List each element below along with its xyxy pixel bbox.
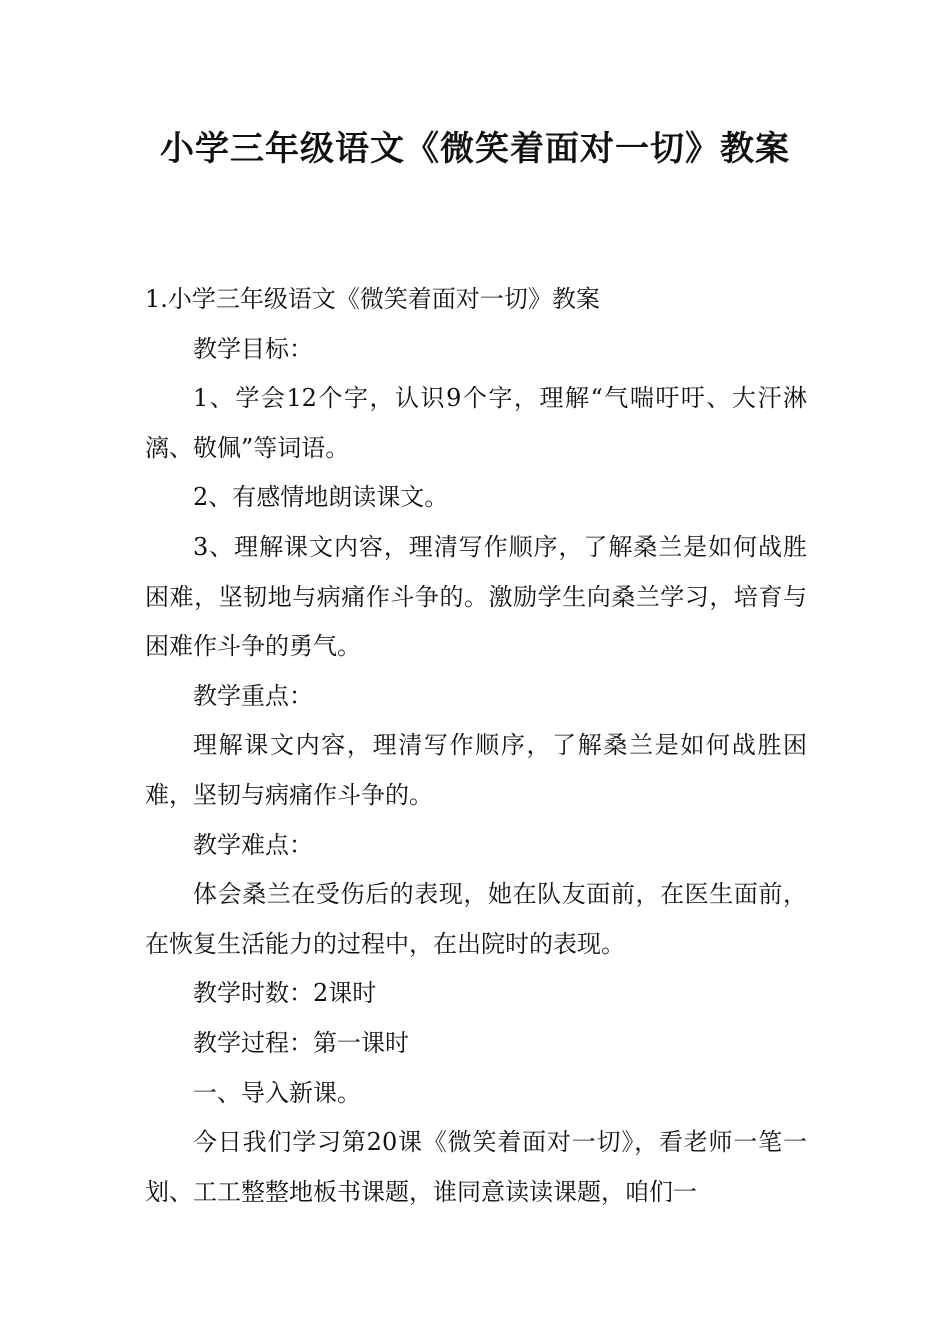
paragraph-teaching-goals-label: 教学目标： (193, 334, 313, 363)
paragraph-goal-1: 1、学会12个字，认识9个字，理解“气喘吁吁、大汗淋漓、敬佩”等词语。 (145, 384, 807, 462)
paragraph-difficulties-label: 教学难点： (193, 830, 313, 859)
section-heading: 1.小学三年级语文《微笑着面对一切》教案 (145, 285, 600, 313)
document-title: 小学三年级语文《微笑着面对一切》教案 (160, 129, 790, 169)
paragraph-intro: 今日我们学习第20课《微笑着面对一切》，看老师一笔一划、工工整整地板书课题，谁同意读读课题，咱们一 (145, 1128, 807, 1206)
paragraph-goal-2: 2、有感情地朗读课文。 (193, 483, 449, 512)
document-body (145, 275, 807, 1217)
paragraph-class-hours: 教学时数：2课时 (193, 979, 377, 1008)
paragraph-key-points: 理解课文内容，理清写作顺序，了解桑兰是如何战胜困难，坚韧与病痛作斗争的。 (145, 731, 807, 809)
paragraph-goal-3: 3、理解课文内容，理清写作顺序，了解桑兰是如何战胜困难，坚韧地与病痛作斗争的。激励学生向桑兰学习，培育与困难作斗争的勇气。 (145, 532, 807, 661)
paragraph-process: 教学过程：第一课时 (193, 1028, 409, 1057)
paragraph-key-points-label: 教学重点： (193, 681, 313, 710)
paragraph-difficulties: 体会桑兰在受伤后的表现，她在队友面前，在医生面前，在恢复生活能力的过程中，在出院时的表现。 (145, 880, 807, 958)
paragraph-step-1: 一、导入新课。 (193, 1078, 361, 1107)
